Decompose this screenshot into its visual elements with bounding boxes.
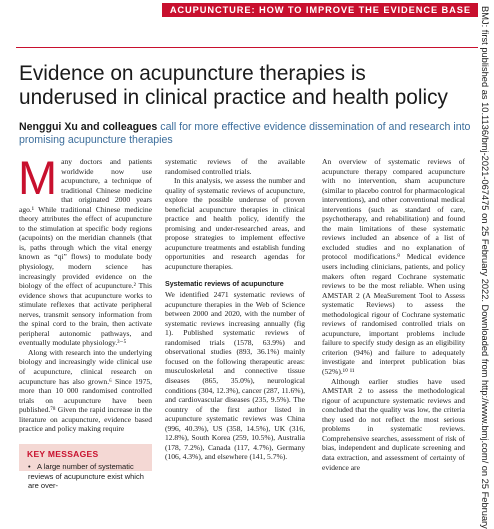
standfirst (19, 121, 474, 148)
standfirst-text: call for more effective evidence dissemination of and research into promising acupuncture therapies (19, 121, 471, 147)
side-note-text: BMJ: first published as 10.1136/bmj-2021-067475 on 25 February 2022. Downloaded from http://www.bmj.com/ on 25 February (480, 6, 490, 529)
key-message-text: A large number of systematic reviews of acupuncture exist which are over- (28, 462, 144, 490)
paragraph: systematic reviews of the available randomised controlled trials. (165, 157, 305, 176)
intro-paragraph (18, 151, 152, 348)
section-subhead: Systematic reviews of acupuncture (165, 279, 284, 288)
article-title: Evidence on acupuncture therapies is underused in clinical practice and health policy (19, 62, 448, 109)
doi-side-note (474, 6, 494, 529)
key-messages-heading: KEY MESSAGES (27, 449, 99, 459)
paragraph-text: any doctors and patients worldwide now use acupuncture, a technique of traditional Chinese medicine that originated 2000 years ago.¹ While traditional Chinese medicine theory attributes the effect of acupuncture to the stimulation at specific body regions (acupoints) on the meridian channels (that is, paths through which the vital energy known as “qi” flows) to modulate body physiology, modern science has increasingly provided evidence on the biology of the effect of acupuncture.² This evidence shows that acupuncture works to stimulate reflexes that activate peripheral nerves, transmit sensory information from the spinal cord to the brain, then activate peripheral autonomic pathways, and eventually modulate physiology.³⁻⁵ (19, 157, 152, 348)
column-1 (18, 151, 152, 434)
column-2 (165, 157, 305, 462)
paragraph: Although earlier studies have used AMSTAR 2 to assess the methodological rigour of acupuncture systematic reviews and concluded that the quality was low, the criteria they used do not reflect the most serious problems in systematic reviews. Comprehensive searches, assessment of risk of bias, independent and duplicate screening and data extraction, and assessment of certainty of evidence are (322, 376, 465, 472)
key-messages-box (19, 444, 152, 490)
column-3 (322, 157, 465, 472)
bullet-icon: • (28, 462, 31, 471)
author-line: Nenggui Xu and colleagues (19, 121, 158, 133)
paragraph: Along with research into the underlying biology and increasingly wide clinical use of acupuncture, clinical research on acupuncture has also grown.⁶ Since 1975, more than 10 000 randomised controlled trials on acupuncture have been published.⁷⁸ Given the rapid increase in the literature on acupuncture, evidence based practice and policy making require (19, 347, 152, 434)
paragraph: We identified 2471 systematic reviews of acupuncture therapies in the Web of Science between 2000 and 2020, with the number of systematic reviews increasing annually (fig 1). Published systematic reviews of randomised trials (1578, 63.9%) and observational studies (893, 36.1%) mainly focused on the following therapeutic areas: musculoskeletal and connective tissue diseases (865, 35.0%), neurological conditions (304, 12.3%), cancer (287, 11.6%), and cardiovascular diseases (235, 9.5%). The country of the first author listed in acupuncture systematic reviews was China (996, 40.3%), US (358, 14.5%), UK (316, 12.8%), South Korea (259, 10.5%), Australia (178, 7.2%), Canada (117, 4.7%), Germany (106, 4.3%), and elsewhere (141, 5.7%). (165, 290, 305, 462)
section-banner: ACUPUNCTURE: HOW TO IMPROVE THE EVIDENCE BASE (162, 3, 478, 17)
paragraph: An overview of systematic reviews of acupuncture therapy compared acupuncture with no intervention, sham acupuncture (similar to placebo control for pharmacological interventions), and other conventional medical interventions (such as standard of care, psychotherapy, and rehabilitation) and found the main limitations of these systematic reviews included an absence of a list of excluded studies and no explanation of protocol modifications.⁹ Medical evidence users including clinicians, patients, and policy makers often regard Cochrane systematic reviews to be the most reliable. When using AMSTAR 2 (A MeaSurement Tool to Assess systematic Reviews) to assess the methodological rigour of Cochrane systematic reviews of randomised controlled trials on acupuncture, important problems include failure to specify study design as an eligibility criterion (94%) and failure to adequately investigate and interpret publication bias (52%).¹⁰ ¹¹ (322, 157, 465, 377)
drop-cap: M (18, 151, 58, 204)
header-rule (16, 47, 478, 48)
key-message-item (19, 459, 152, 491)
paragraph: In this analysis, we assess the number and quality of systematic reviews of acupuncture, explore the possible underuse of proven beneficial acupuncture therapies in clinical practice and health policy, identify the promising and under-researched areas, and propose strategies to implement effective acupuncture treatments and establish funding opportunities and research agendas for acupuncture therapies. (165, 176, 305, 272)
